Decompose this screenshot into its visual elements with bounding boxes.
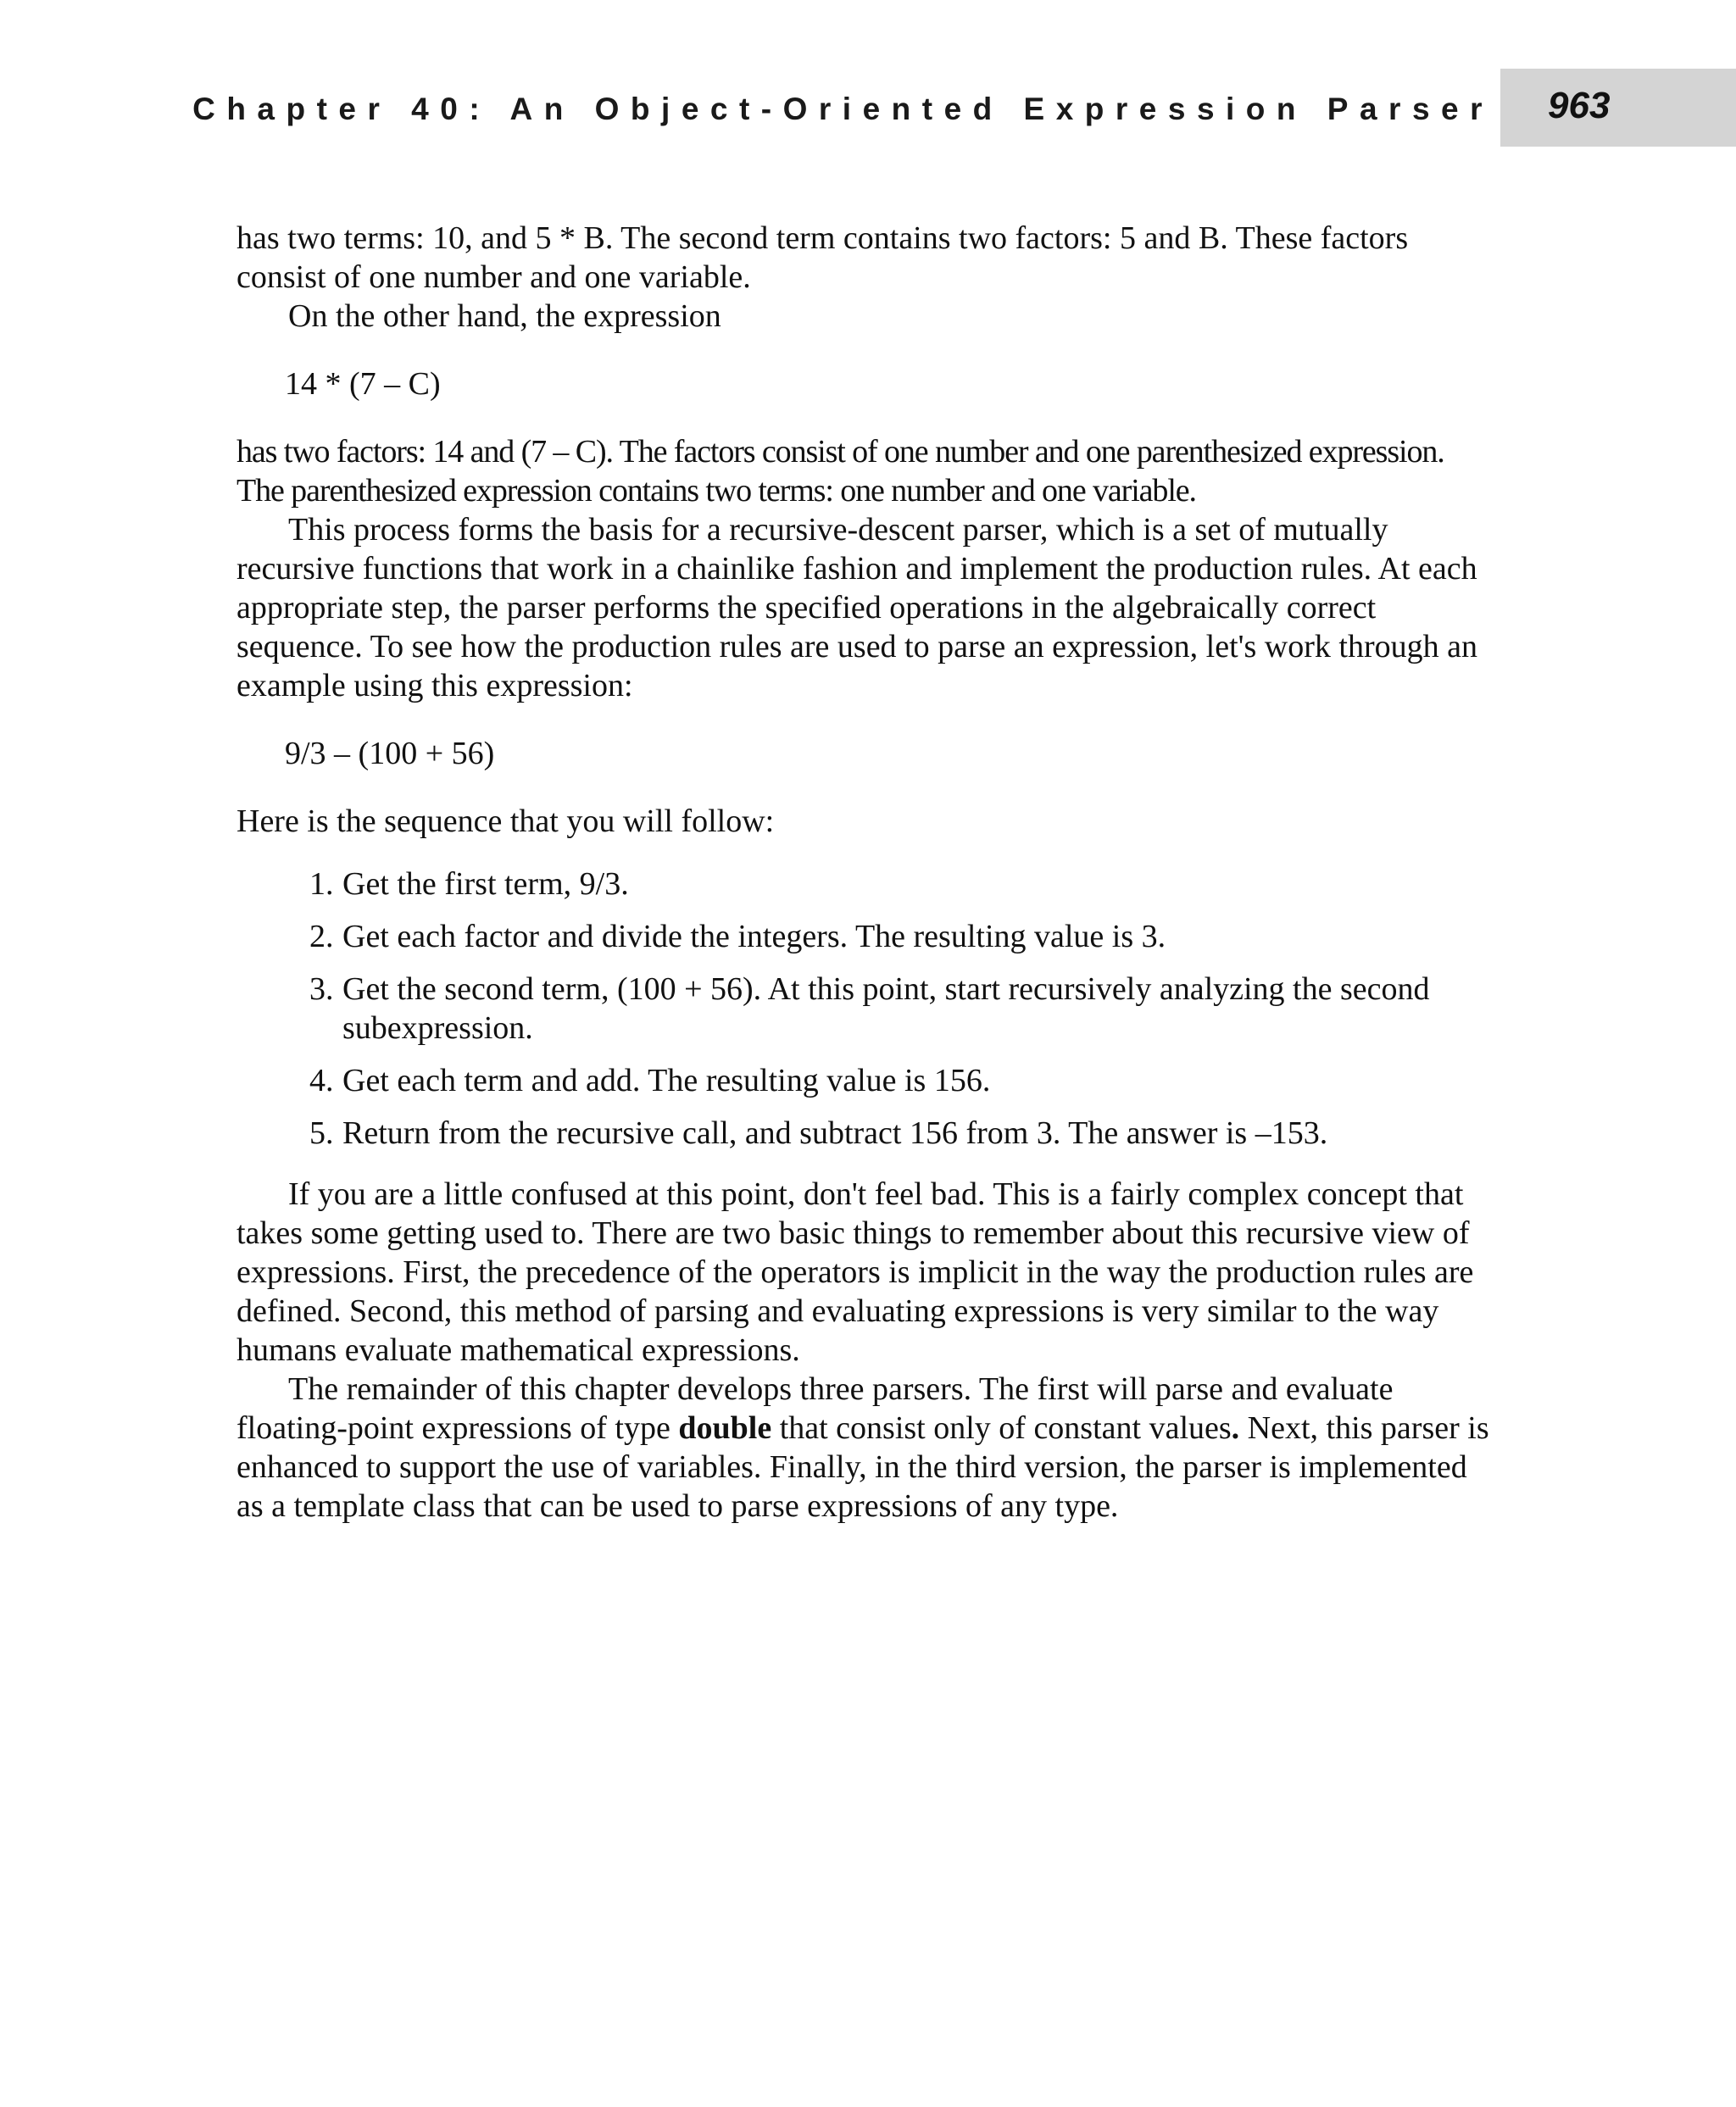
- list-item: [309, 1114, 1491, 1153]
- expression-example-1: 14 * (7 – C): [285, 366, 441, 402]
- list-item-number: 3.: [309, 971, 334, 1007]
- list-item: [309, 970, 1491, 1048]
- paragraph-remainder-text-1: The remainder of this chapter develops three parsers. The first will parse and evaluate floating-point expressions of type: [236, 1371, 1394, 1446]
- paragraph-remainder-text-3: Next, this parser is enhanced to support the use of variables. Finally, in the third version, the parser is implemented as a template class that can be used to parse expressions of any type.: [236, 1410, 1489, 1524]
- list-item-number: 1.: [309, 866, 334, 902]
- paragraph-recursive-descent: This process forms the basis for a recursive-descent parser, which is a set of mutually recursive functions that work in a chainlike fashion and implement the production rules. At each appropriate step, the parser performs the specified operations in the algebraically correct sequence. To see how the production rules are used to parse an expression, let's work through an example using this expression:: [236, 512, 1477, 703]
- page-number-tab: [1500, 69, 1736, 147]
- list-item-text: Get each term and add. The resulting value is 156.: [342, 1063, 991, 1098]
- keyword-double: double: [678, 1410, 772, 1446]
- list-item-number: 4.: [309, 1063, 334, 1098]
- paragraph-terms: has two terms: 10, and 5 * B. The second term contains two factors: 5 and B. These factors consist of one number and one variable.: [236, 220, 1409, 295]
- list-item-text: Get each factor and divide the integers. The resulting value is 3.: [342, 919, 1166, 954]
- list-item: [309, 864, 1491, 903]
- paragraph-confused: If you are a little confused at this point, don't feel bad. This is a fairly complex concept that takes some getting used to. There are two basic things to remember about this recursive view of expressions. First, the precedence of the operators is implicit in the way the production rules are defined. Second, this method of parsing and evaluating expressions is very similar to the way humans evaluate mathematical expressions.: [236, 1176, 1474, 1368]
- paragraph-other-hand: On the other hand, the expression: [288, 298, 721, 334]
- running-head: Chapter 40: An Object-Oriented Expression Parser: [192, 92, 1494, 126]
- page-number: 963: [1548, 85, 1611, 126]
- list-item: [309, 917, 1491, 956]
- bold-period: .: [1231, 1410, 1240, 1446]
- paragraph-remainder-text-2: that consist only of constant values: [771, 1410, 1232, 1446]
- list-item: [309, 1061, 1491, 1100]
- paragraph-remainder: [236, 1370, 1491, 1526]
- list-item-text: Get the second term, (100 + 56). At this point, start recursively analyzing the second subexpression.: [342, 971, 1430, 1046]
- list-item-number: 2.: [309, 919, 334, 954]
- list-item-number: 5.: [309, 1115, 334, 1151]
- paragraph-sequence-intro: Here is the sequence that you will follow:: [236, 803, 775, 839]
- page-body: [236, 219, 1491, 1526]
- expression-example-2: 9/3 – (100 + 56): [285, 736, 495, 771]
- steps-list: [236, 864, 1491, 1153]
- list-item-text: Get the first term, 9/3.: [342, 866, 629, 902]
- list-item-text: Return from the recursive call, and subtract 156 from 3. The answer is –153.: [342, 1115, 1328, 1151]
- paragraph-factors: has two factors: 14 and (7 – C). The factors consist of one number and one parenthesized expression. The parenthesized expression contains two terms: one number and one variable.: [236, 434, 1444, 509]
